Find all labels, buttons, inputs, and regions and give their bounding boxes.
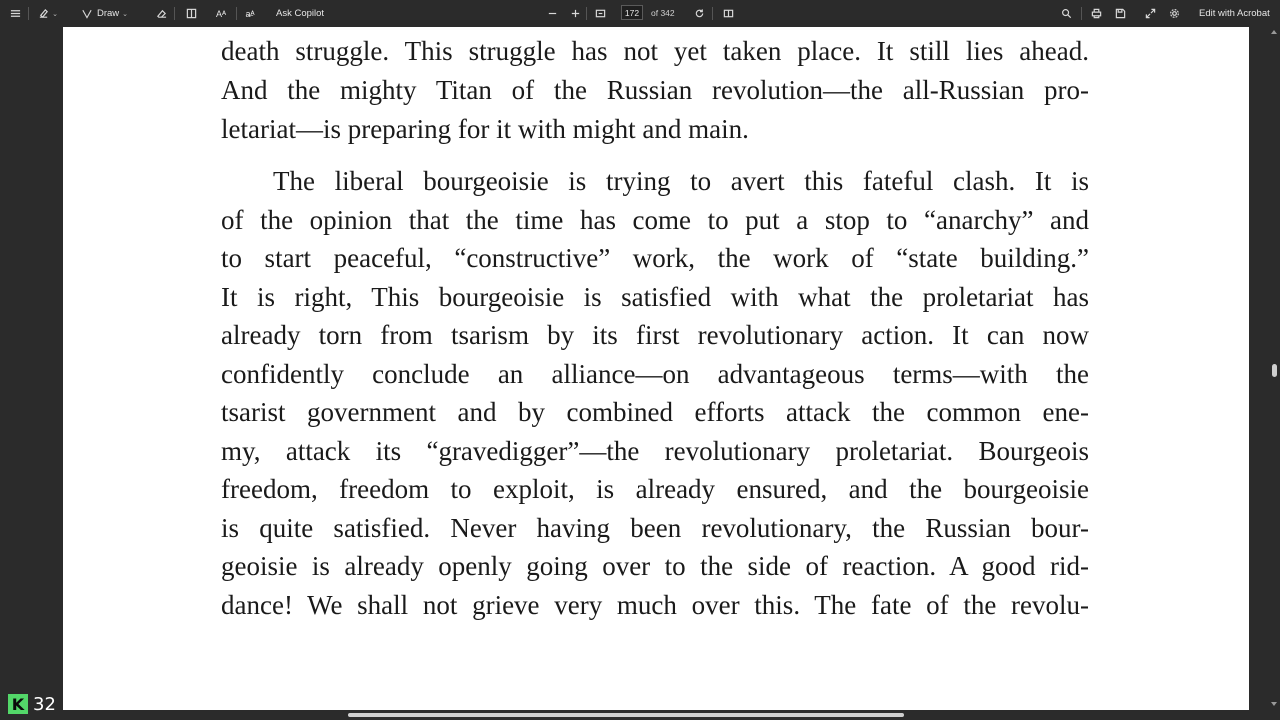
print-icon[interactable] [1089, 5, 1103, 22]
highlight-button[interactable] [36, 5, 60, 22]
text-line: already torn from tsarism by its first revolutionary action. It can now [221, 320, 1089, 350]
page-number-input[interactable]: 172 [621, 5, 643, 20]
horizontal-scroll-thumb[interactable] [348, 713, 904, 717]
draw-icon [82, 8, 92, 19]
text-line: dance! We shall not grieve very much over this. The fate of the revolu- [221, 590, 1089, 620]
text-box-icon[interactable] [184, 5, 198, 22]
eraser-icon[interactable] [154, 5, 168, 22]
menu-icon[interactable] [8, 5, 22, 22]
chevron-down-icon: ⌄ [122, 9, 128, 18]
fullscreen-icon[interactable] [1143, 5, 1157, 22]
toolbar [0, 0, 1280, 27]
overlay-badge [8, 693, 56, 715]
page-total: of 342 [651, 8, 675, 18]
text-line: The liberal bourgeoisie is trying to avert this fateful clash. It is [273, 166, 1089, 196]
text-line: freedom, freedom to exploit, is already ensured, and the bourgeoisie [221, 474, 1089, 504]
toolbar-divider [712, 7, 713, 20]
highlight-icon [38, 8, 49, 19]
text-line: It is right, This bourgeoisie is satisfied with what the proletariat has [221, 282, 1089, 312]
toolbar-divider [236, 7, 237, 20]
fit-page-icon[interactable] [593, 5, 607, 22]
rotate-icon[interactable] [692, 5, 706, 22]
ask-copilot-button[interactable] [276, 5, 324, 22]
vertical-scroll-thumb[interactable] [1272, 364, 1277, 377]
draw-label: Draw [96, 8, 120, 19]
toolbar-divider [586, 7, 587, 20]
read-aloud-icon[interactable]: a̶ᴬ [245, 8, 255, 19]
text-line: tsarist government and by combined efforts attack the common ene- [221, 397, 1089, 427]
settings-icon[interactable] [1167, 5, 1181, 22]
badge-logo: K [8, 694, 28, 714]
toolbar-divider [174, 7, 175, 20]
scroll-down-icon[interactable] [1271, 702, 1277, 706]
toolbar-divider [28, 7, 29, 20]
edit-with-acrobat-label: Edit with Acrobat [1199, 8, 1270, 19]
zoom-out-icon[interactable] [546, 5, 558, 22]
ask-copilot-label: Ask Copilot [276, 8, 325, 19]
text-line: confidently conclude an alliance—on advantageous terms—with the [221, 359, 1089, 389]
badge-number: 32 [33, 693, 56, 715]
text-line: death struggle. This struggle has not yet taken place. It still lies ahead. [221, 36, 1089, 66]
draw-button[interactable] [82, 5, 128, 22]
edit-with-acrobat-button[interactable] [1199, 5, 1270, 22]
text-line: of the opinion that the time has come to put a stop to “anarchy” and [221, 205, 1089, 235]
text-line: letariat—is preparing for it with might and main. [221, 114, 749, 144]
toolbar-divider [1081, 7, 1082, 20]
save-icon[interactable] [1113, 5, 1127, 22]
text-line: to start peaceful, “constructive” work, the work of “state building.” [221, 243, 1089, 273]
two-page-icon[interactable] [721, 5, 735, 22]
search-icon[interactable] [1059, 5, 1073, 22]
document-page [63, 27, 1249, 710]
zoom-in-icon[interactable] [569, 5, 581, 22]
text-line: geoisie is already openly going over to the side of reaction. A good rid- [221, 551, 1089, 581]
text-line: And the mighty Titan of the Russian revolution—the all-Russian pro- [221, 75, 1089, 105]
text-size-icon[interactable]: Aᴬ [215, 8, 227, 19]
text-line: is quite satisfied. Never having been revolutionary, the Russian bour- [221, 513, 1089, 543]
text-line: my, attack its “gravedigger”—the revolutionary proletariat. Bourgeois [221, 436, 1089, 466]
chevron-down-icon: ⌄ [52, 9, 58, 18]
scroll-up-icon[interactable] [1271, 30, 1277, 34]
